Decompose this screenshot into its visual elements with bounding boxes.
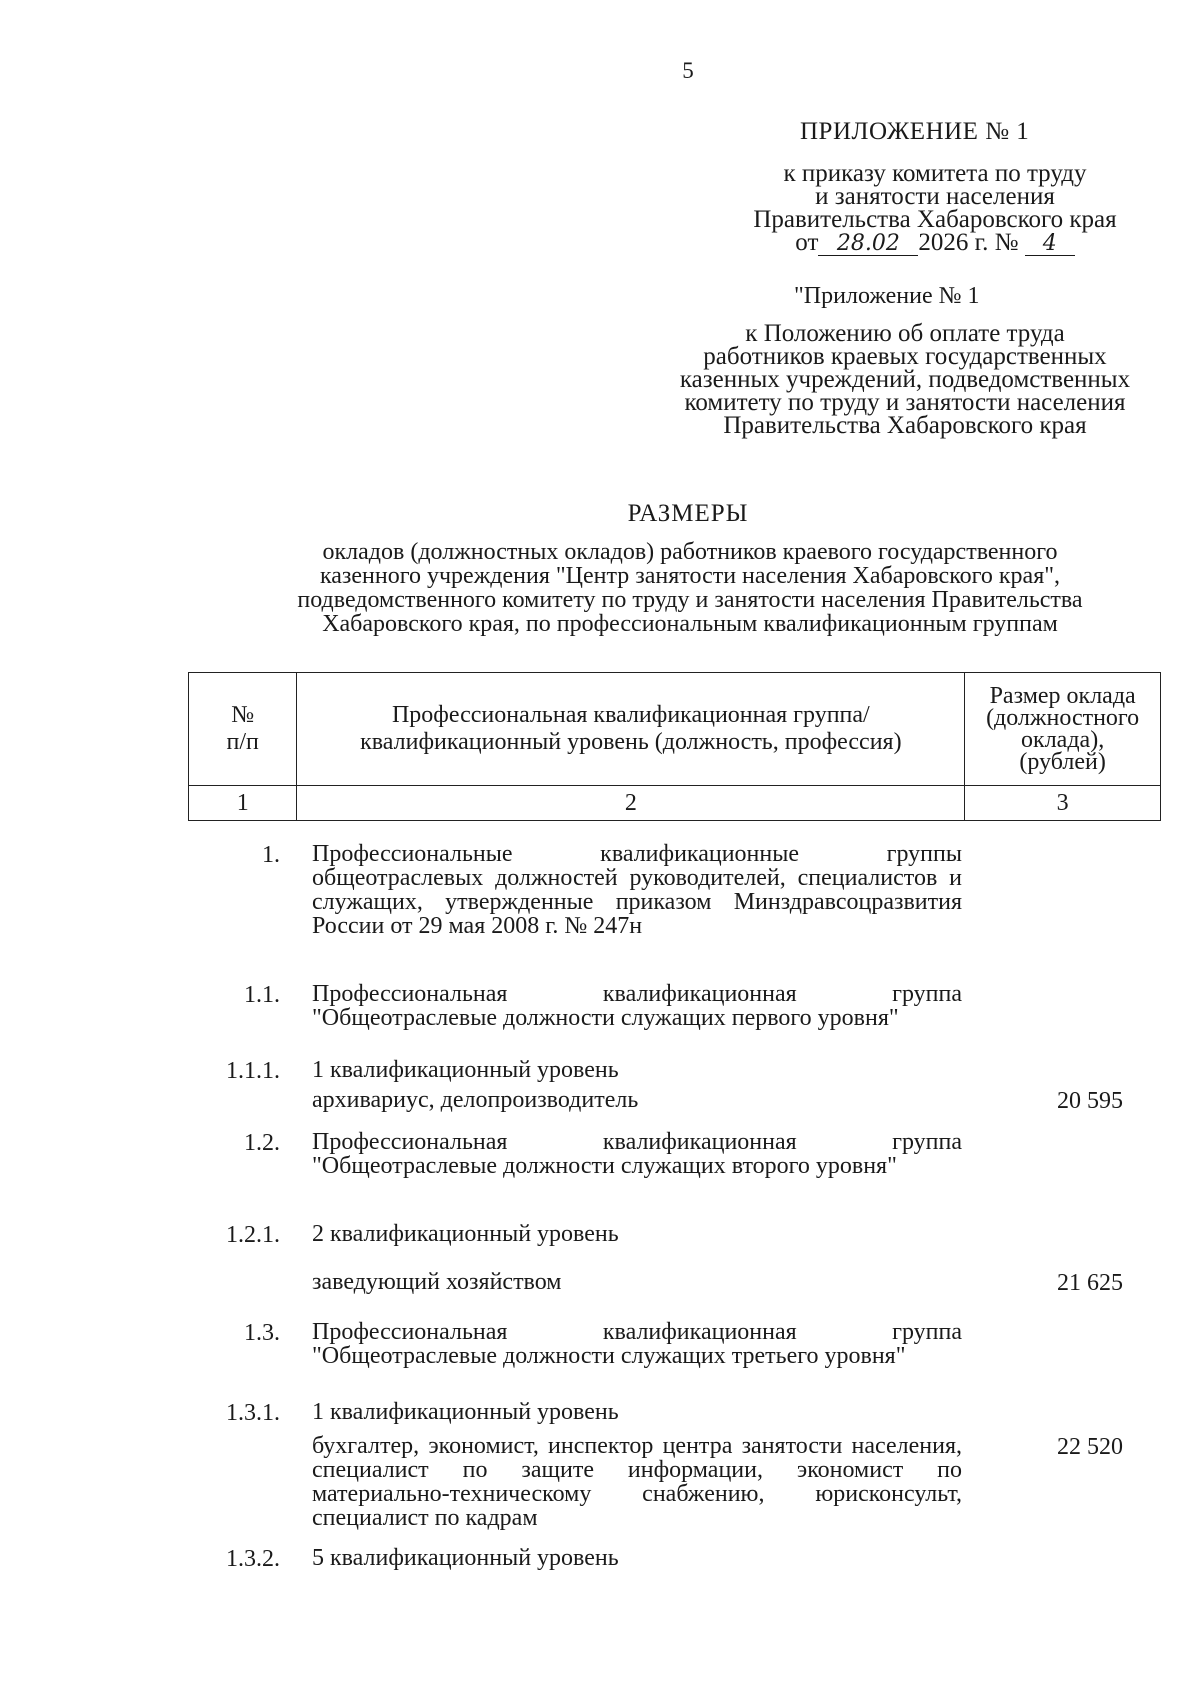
header-num-line: №	[231, 702, 255, 728]
row-text: 5 квалификационный уровень	[312, 1545, 619, 1571]
row-text: Профессиональная квалификационная группа "Общеотраслевые должности служащих первого уровня"	[312, 981, 962, 1031]
header-num-line: п/п	[226, 729, 259, 755]
header-salary-line: Размер оклада	[989, 683, 1136, 709]
regulation-ref-line: комитету по труду и занятости населения	[684, 389, 1126, 416]
header-name-line: Профессиональная квалификационная группа/	[391, 702, 870, 728]
row-number: 1.1.1.	[226, 1058, 280, 1084]
header-name-line: квалификационный уровень (должность, профессия)	[360, 729, 902, 755]
regulation-ref-line: к Положению об оплате труда	[745, 320, 1065, 347]
row-number: 1.2.1.	[226, 1222, 280, 1248]
row-text: 1 квалификационный уровень	[312, 1399, 619, 1425]
row-text: Профессиональные квалификационные группы общеотраслевых должностей руководителей, специалистов и служащих, утвержденные приказом Минздравсоцразвития России от 29 мая 2008 г. № 247н	[312, 841, 962, 939]
row-number: 1.3.2.	[226, 1546, 280, 1572]
row-value: 20 595	[1057, 1088, 1123, 1114]
row-text: Профессиональная квалификационная группа "Общеотраслевые должности служащих третьего уровня"	[312, 1319, 962, 1369]
subtitle-line: Хабаровского края, по профессиональным квалификационным группам	[322, 611, 1058, 637]
header-row	[189, 673, 1161, 786]
handwritten-date: 28.02	[818, 232, 918, 256]
header-name	[297, 673, 965, 786]
row-number: 1.	[262, 842, 280, 868]
row-value: 22 520	[1057, 1434, 1123, 1460]
column-index: 3	[965, 786, 1161, 821]
sub-annex-title: "Приложение № 1	[794, 283, 980, 309]
row-number: 1.3.	[244, 1320, 280, 1346]
regulation-ref-line: Правительства Хабаровского края	[723, 412, 1087, 439]
regulation-ref-line: казенных учреждений, подведомственных	[679, 366, 1131, 393]
column-index-row	[189, 786, 1161, 821]
row-text: 1 квалификационный уровень	[312, 1057, 619, 1083]
document-subtitle	[210, 540, 1170, 636]
column-index: 1	[189, 786, 297, 821]
column-index: 2	[297, 786, 965, 821]
row-text: 2 квалификационный уровень	[312, 1221, 619, 1247]
header-num	[189, 673, 297, 786]
regulation-ref-line: работников краевых государственных	[703, 343, 1107, 370]
row-value: 21 625	[1057, 1270, 1123, 1296]
row-text: Профессиональная квалификационная группа "Общеотраслевые должности служащих второго уровня"	[312, 1129, 962, 1179]
date-year: 2026 г. №	[918, 229, 1019, 256]
subtitle-line: окладов (должностных окладов) работников краевого государственного	[322, 539, 1058, 565]
header-salary	[965, 673, 1161, 786]
annex-title: ПРИЛОЖЕНИЕ № 1	[800, 118, 1030, 145]
order-ref-line: Правительства Хабаровского края	[753, 206, 1117, 233]
regulation-reference	[640, 322, 1170, 437]
order-ref-line: к приказу комитета по труду	[783, 160, 1087, 187]
header-salary-line: (должностного	[986, 705, 1140, 731]
page-number: 5	[682, 58, 694, 83]
header-salary-line: (рублей)	[1019, 749, 1106, 775]
date-prefix: от	[795, 229, 819, 256]
row-number: 1.1.	[244, 982, 280, 1008]
header-salary-line: оклада),	[1021, 727, 1105, 753]
order-ref-line: и занятости населения	[815, 183, 1055, 210]
row-number: 1.3.1.	[226, 1400, 280, 1426]
salary-table-header	[188, 672, 1161, 821]
subtitle-line: подведомственного комитету по труду и занятости населения Правительства	[297, 587, 1083, 613]
handwritten-number: 4	[1025, 232, 1075, 256]
row-text: заведующий хозяйством	[312, 1269, 562, 1295]
row-text: бухгалтер, экономист, инспектор центра занятости населения, специалист по защите информации, экономист по материально-техническому снабжению, юрисконсульт, специалист по кадрам	[312, 1433, 962, 1531]
order-date-line	[720, 231, 1150, 256]
document-title: РАЗМЕРЫ	[627, 500, 749, 527]
row-number: 1.2.	[244, 1130, 280, 1156]
row-text: архивариус, делопроизводитель	[312, 1087, 639, 1113]
order-reference	[720, 162, 1150, 256]
subtitle-line: казенного учреждения "Центр занятости населения Хабаровского края",	[319, 563, 1061, 589]
